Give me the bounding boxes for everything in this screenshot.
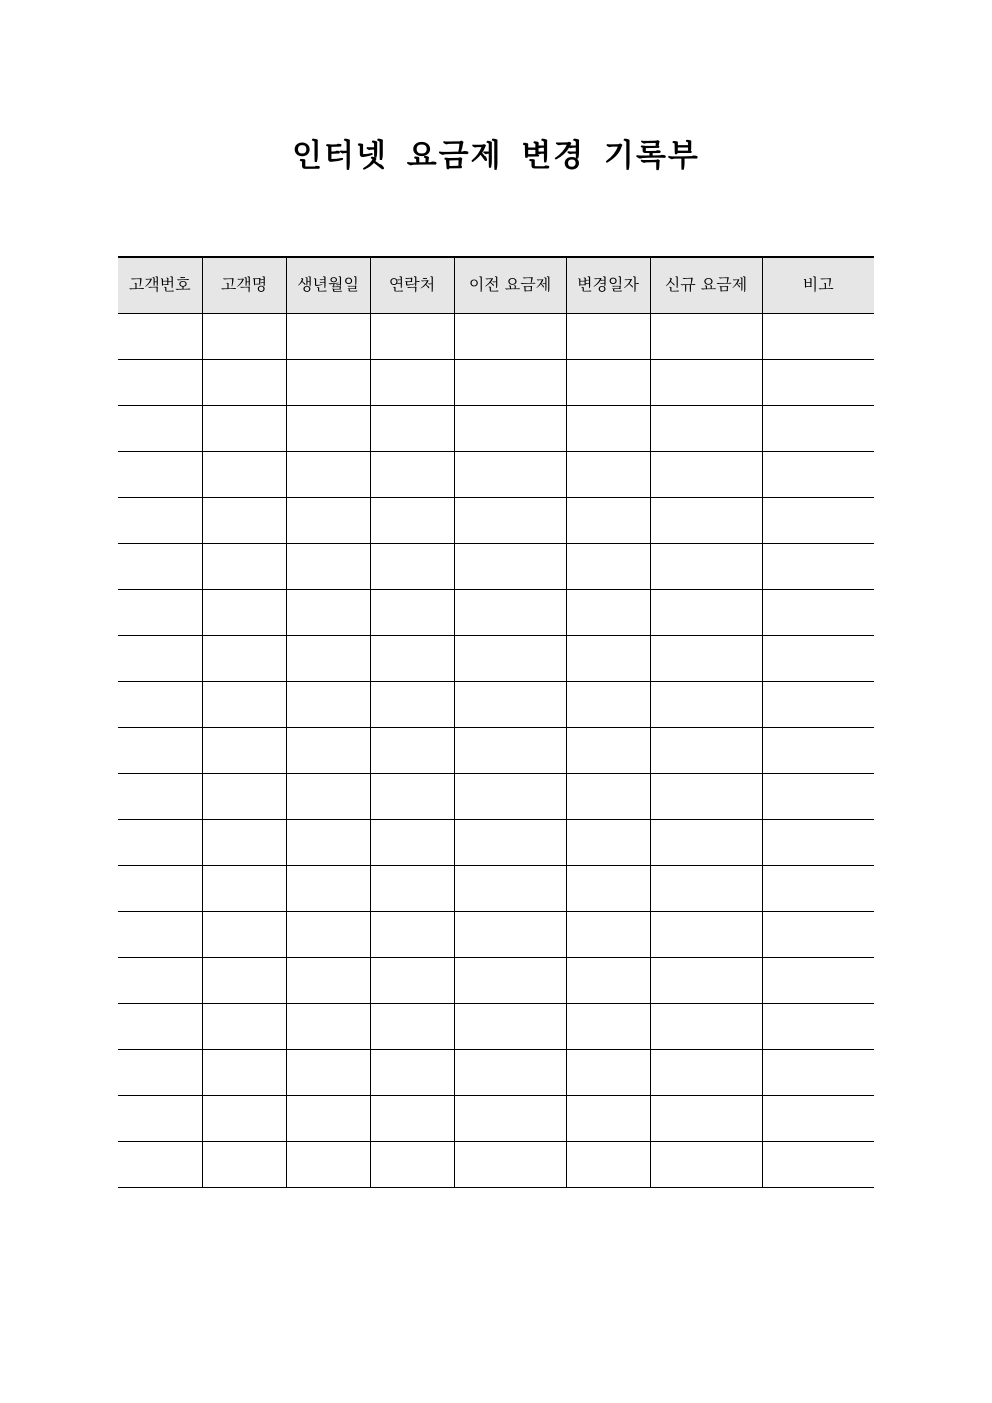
cell-previous-plan[interactable]: [454, 313, 566, 359]
cell-new-plan[interactable]: [650, 1095, 762, 1141]
cell-change-date[interactable]: [566, 1003, 650, 1049]
cell-birth-date[interactable]: [286, 1003, 370, 1049]
cell-customer-name[interactable]: [202, 497, 286, 543]
cell-customer-name[interactable]: [202, 1003, 286, 1049]
cell-remarks[interactable]: [762, 589, 874, 635]
table-row: [118, 1003, 874, 1049]
cell-contact[interactable]: [370, 911, 454, 957]
header-birth-date: 생년월일: [286, 257, 370, 313]
cell-remarks[interactable]: [762, 1049, 874, 1095]
cell-remarks[interactable]: [762, 543, 874, 589]
cell-customer-name[interactable]: [202, 1049, 286, 1095]
cell-contact[interactable]: [370, 405, 454, 451]
cell-contact[interactable]: [370, 1049, 454, 1095]
table-row: [118, 681, 874, 727]
cell-birth-date[interactable]: [286, 911, 370, 957]
cell-change-date[interactable]: [566, 543, 650, 589]
cell-birth-date[interactable]: [286, 681, 370, 727]
header-previous-plan: 이전 요금제: [454, 257, 566, 313]
cell-new-plan[interactable]: [650, 819, 762, 865]
cell-customer-name[interactable]: [202, 911, 286, 957]
cell-birth-date[interactable]: [286, 405, 370, 451]
cell-customer-name[interactable]: [202, 681, 286, 727]
table-row: [118, 543, 874, 589]
table-row: [118, 589, 874, 635]
cell-new-plan[interactable]: [650, 543, 762, 589]
cell-remarks[interactable]: [762, 865, 874, 911]
header-customer-number: 고객번호: [118, 257, 202, 313]
cell-remarks[interactable]: [762, 773, 874, 819]
cell-customer-number[interactable]: [118, 543, 202, 589]
cell-change-date[interactable]: [566, 727, 650, 773]
cell-customer-name[interactable]: [202, 451, 286, 497]
cell-contact[interactable]: [370, 819, 454, 865]
table-row: [118, 1141, 874, 1187]
cell-new-plan[interactable]: [650, 313, 762, 359]
cell-contact[interactable]: [370, 359, 454, 405]
cell-remarks[interactable]: [762, 1095, 874, 1141]
table-row: [118, 359, 874, 405]
cell-birth-date[interactable]: [286, 313, 370, 359]
cell-remarks[interactable]: [762, 681, 874, 727]
header-remarks: 비고: [762, 257, 874, 313]
cell-customer-name[interactable]: [202, 313, 286, 359]
cell-previous-plan[interactable]: [454, 681, 566, 727]
cell-previous-plan[interactable]: [454, 911, 566, 957]
cell-birth-date[interactable]: [286, 543, 370, 589]
table-row: [118, 727, 874, 773]
table-row: [118, 1049, 874, 1095]
cell-customer-name[interactable]: [202, 727, 286, 773]
cell-birth-date[interactable]: [286, 819, 370, 865]
cell-birth-date[interactable]: [286, 1141, 370, 1187]
cell-customer-name[interactable]: [202, 865, 286, 911]
cell-birth-date[interactable]: [286, 1049, 370, 1095]
cell-contact[interactable]: [370, 681, 454, 727]
cell-customer-number[interactable]: [118, 957, 202, 1003]
cell-customer-number[interactable]: [118, 681, 202, 727]
cell-customer-name[interactable]: [202, 819, 286, 865]
table-row: [118, 819, 874, 865]
cell-birth-date[interactable]: [286, 359, 370, 405]
cell-previous-plan[interactable]: [454, 819, 566, 865]
cell-new-plan[interactable]: [650, 1049, 762, 1095]
cell-previous-plan[interactable]: [454, 451, 566, 497]
cell-new-plan[interactable]: [650, 359, 762, 405]
cell-customer-number[interactable]: [118, 773, 202, 819]
cell-contact[interactable]: [370, 1141, 454, 1187]
cell-change-date[interactable]: [566, 681, 650, 727]
cell-previous-plan[interactable]: [454, 1049, 566, 1095]
cell-birth-date[interactable]: [286, 957, 370, 1003]
cell-new-plan[interactable]: [650, 497, 762, 543]
cell-new-plan[interactable]: [650, 635, 762, 681]
cell-change-date[interactable]: [566, 497, 650, 543]
cell-customer-name[interactable]: [202, 957, 286, 1003]
cell-previous-plan[interactable]: [454, 359, 566, 405]
cell-customer-number[interactable]: [118, 405, 202, 451]
cell-customer-name[interactable]: [202, 1095, 286, 1141]
cell-birth-date[interactable]: [286, 451, 370, 497]
table-row: [118, 313, 874, 359]
cell-contact[interactable]: [370, 1095, 454, 1141]
cell-customer-name[interactable]: [202, 405, 286, 451]
cell-change-date[interactable]: [566, 405, 650, 451]
cell-customer-number[interactable]: [118, 359, 202, 405]
cell-birth-date[interactable]: [286, 865, 370, 911]
cell-change-date[interactable]: [566, 451, 650, 497]
cell-new-plan[interactable]: [650, 727, 762, 773]
cell-change-date[interactable]: [566, 1095, 650, 1141]
header-new-plan: 신규 요금제: [650, 257, 762, 313]
cell-change-date[interactable]: [566, 313, 650, 359]
cell-new-plan[interactable]: [650, 911, 762, 957]
cell-customer-number[interactable]: [118, 635, 202, 681]
page-title: 인터넷 요금제 변경 기록부: [292, 138, 700, 174]
cell-remarks[interactable]: [762, 359, 874, 405]
table-row: [118, 405, 874, 451]
table-row: [118, 957, 874, 1003]
cell-customer-number[interactable]: [118, 1095, 202, 1141]
cell-remarks[interactable]: [762, 635, 874, 681]
cell-change-date[interactable]: [566, 819, 650, 865]
cell-new-plan[interactable]: [650, 405, 762, 451]
cell-customer-name[interactable]: [202, 773, 286, 819]
cell-change-date[interactable]: [566, 589, 650, 635]
cell-customer-number[interactable]: [118, 589, 202, 635]
cell-remarks[interactable]: [762, 957, 874, 1003]
table-row: [118, 1095, 874, 1141]
cell-new-plan[interactable]: [650, 451, 762, 497]
cell-new-plan[interactable]: [650, 1141, 762, 1187]
cell-contact[interactable]: [370, 635, 454, 681]
cell-customer-name[interactable]: [202, 635, 286, 681]
cell-customer-number[interactable]: [118, 865, 202, 911]
cell-customer-number[interactable]: [118, 313, 202, 359]
cell-birth-date[interactable]: [286, 589, 370, 635]
cell-new-plan[interactable]: [650, 589, 762, 635]
cell-contact[interactable]: [370, 313, 454, 359]
cell-previous-plan[interactable]: [454, 543, 566, 589]
cell-contact[interactable]: [370, 543, 454, 589]
cell-change-date[interactable]: [566, 1049, 650, 1095]
cell-previous-plan[interactable]: [454, 865, 566, 911]
cell-new-plan[interactable]: [650, 957, 762, 1003]
cell-previous-plan[interactable]: [454, 589, 566, 635]
cell-change-date[interactable]: [566, 359, 650, 405]
cell-customer-number[interactable]: [118, 1049, 202, 1095]
cell-customer-number[interactable]: [118, 911, 202, 957]
cell-change-date[interactable]: [566, 773, 650, 819]
cell-contact[interactable]: [370, 773, 454, 819]
table-row: [118, 635, 874, 681]
cell-change-date[interactable]: [566, 635, 650, 681]
cell-customer-number[interactable]: [118, 819, 202, 865]
cell-previous-plan[interactable]: [454, 727, 566, 773]
cell-previous-plan[interactable]: [454, 1141, 566, 1187]
cell-remarks[interactable]: [762, 405, 874, 451]
cell-contact[interactable]: [370, 589, 454, 635]
cell-birth-date[interactable]: [286, 635, 370, 681]
table-row: [118, 911, 874, 957]
cell-remarks[interactable]: [762, 727, 874, 773]
cell-customer-number[interactable]: [118, 497, 202, 543]
header-change-date: 변경일자: [566, 257, 650, 313]
cell-new-plan[interactable]: [650, 1003, 762, 1049]
header-row: [118, 257, 874, 313]
cell-previous-plan[interactable]: [454, 405, 566, 451]
header-customer-name: 고객명: [202, 257, 286, 313]
cell-customer-name[interactable]: [202, 543, 286, 589]
cell-contact[interactable]: [370, 865, 454, 911]
cell-customer-number[interactable]: [118, 727, 202, 773]
table-row: [118, 451, 874, 497]
cell-new-plan[interactable]: [650, 773, 762, 819]
cell-remarks[interactable]: [762, 911, 874, 957]
table-row: [118, 773, 874, 819]
cell-change-date[interactable]: [566, 911, 650, 957]
cell-customer-name[interactable]: [202, 589, 286, 635]
cell-new-plan[interactable]: [650, 865, 762, 911]
cell-customer-number[interactable]: [118, 1141, 202, 1187]
cell-birth-date[interactable]: [286, 773, 370, 819]
cell-change-date[interactable]: [566, 865, 650, 911]
cell-contact[interactable]: [370, 1003, 454, 1049]
cell-remarks[interactable]: [762, 451, 874, 497]
cell-customer-name[interactable]: [202, 1141, 286, 1187]
cell-birth-date[interactable]: [286, 727, 370, 773]
cell-change-date[interactable]: [566, 1141, 650, 1187]
header-contact: 연락처: [370, 257, 454, 313]
cell-previous-plan[interactable]: [454, 773, 566, 819]
table-row: [118, 865, 874, 911]
cell-birth-date[interactable]: [286, 1095, 370, 1141]
cell-remarks[interactable]: [762, 1003, 874, 1049]
cell-remarks[interactable]: [762, 819, 874, 865]
cell-contact[interactable]: [370, 727, 454, 773]
cell-remarks[interactable]: [762, 497, 874, 543]
cell-contact[interactable]: [370, 497, 454, 543]
cell-previous-plan[interactable]: [454, 1003, 566, 1049]
cell-previous-plan[interactable]: [454, 957, 566, 1003]
cell-previous-plan[interactable]: [454, 1095, 566, 1141]
cell-new-plan[interactable]: [650, 681, 762, 727]
cell-birth-date[interactable]: [286, 497, 370, 543]
cell-customer-number[interactable]: [118, 451, 202, 497]
cell-remarks[interactable]: [762, 1141, 874, 1187]
table-row: [118, 497, 874, 543]
cell-remarks[interactable]: [762, 313, 874, 359]
cell-change-date[interactable]: [566, 957, 650, 1003]
record-table: [118, 256, 874, 1188]
cell-customer-name[interactable]: [202, 359, 286, 405]
cell-previous-plan[interactable]: [454, 635, 566, 681]
cell-customer-number[interactable]: [118, 1003, 202, 1049]
table-body: [118, 313, 874, 1187]
cell-previous-plan[interactable]: [454, 497, 566, 543]
cell-contact[interactable]: [370, 957, 454, 1003]
cell-contact[interactable]: [370, 451, 454, 497]
